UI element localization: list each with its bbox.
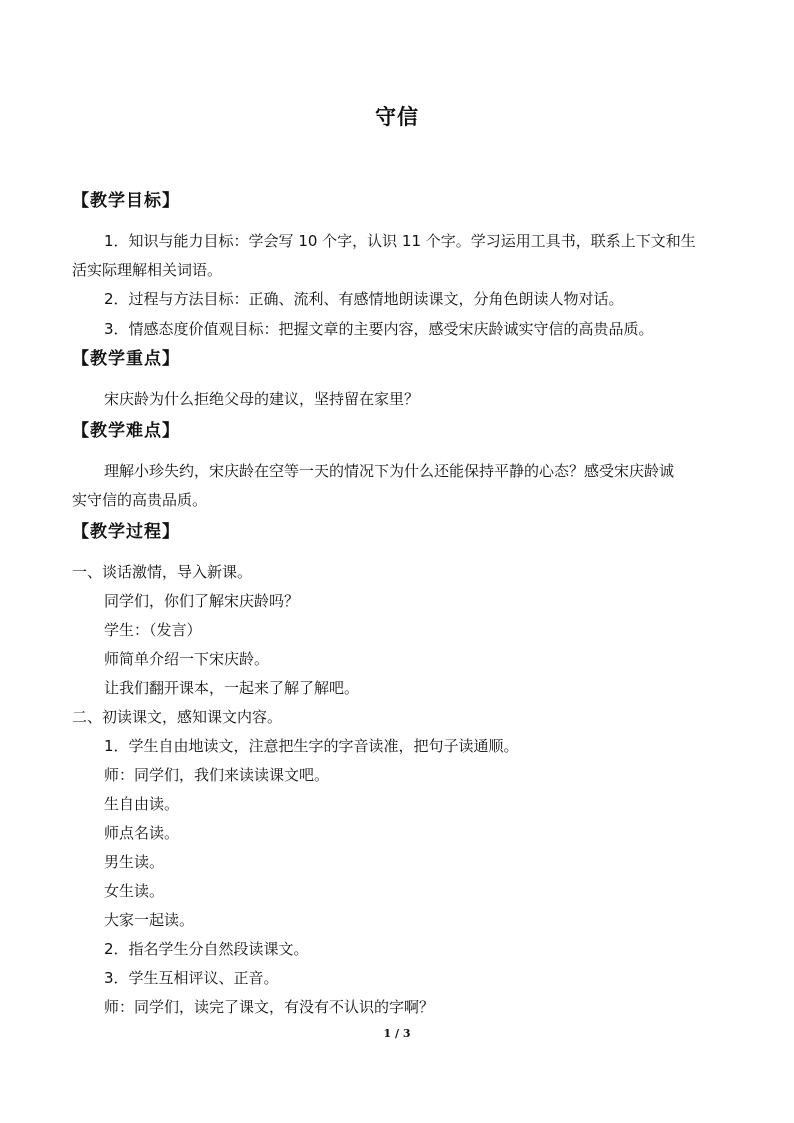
- section-1-line: 同学们，你们了解宋庆龄吗？: [104, 592, 300, 610]
- objective-2: 2．过程与方法目标：正确、流利、有感情地朗读课文，分角色朗读人物对话。: [104, 290, 624, 308]
- difficulty-line-2: 实守信的高贵品质。: [72, 491, 208, 509]
- heading-key-points: 【教学重点】: [72, 349, 180, 369]
- section-1-line: 学生：（发言）: [104, 621, 202, 639]
- document-title: 守信: [375, 105, 419, 129]
- section-2-title: 二、初读课文，感知课文内容。: [72, 708, 283, 726]
- objective-3: 3．情感态度价值观目标：把握文章的主要内容，感受宋庆龄诚实守信的高贵品质。: [104, 320, 654, 338]
- heading-objectives: 【教学目标】: [72, 191, 180, 211]
- section-2-line: 3．学生互相评议、正音。: [104, 969, 279, 987]
- section-2-line: 生自由读。: [104, 795, 180, 813]
- difficulty-line-1: 理解小珍失约，宋庆龄在空等一天的情况下为什么还能保持平静的心态？感受宋庆龄诚: [104, 462, 675, 480]
- objective-1-line-1: 1．知识与能力目标：学会写 10 个字，认识 11 个字。学习运用工具书，联系上下文和生: [104, 232, 696, 250]
- heading-difficulties: 【教学难点】: [72, 421, 180, 441]
- section-2-line: 2．指名学生分自然段读课文。: [104, 940, 309, 958]
- section-2-line: 师点名读。: [104, 824, 180, 842]
- section-2-line: 男生读。: [104, 853, 165, 871]
- section-2-line: 师：同学们，读完了课文，有没有不认识的字啊？: [104, 998, 435, 1016]
- section-1-line: 让我们翻开课本，一起来了解了解吧。: [104, 679, 360, 697]
- page-number: 1 / 3: [383, 1027, 411, 1040]
- key-point-text: 宋庆龄为什么拒绝父母的建议，坚持留在家里？: [104, 390, 420, 408]
- heading-process: 【教学过程】: [72, 522, 180, 542]
- section-2-line: 1．学生自由地读文，注意把生字的字音读准，把句子读通顺。: [104, 737, 519, 755]
- section-2-line: 大家一起读。: [104, 911, 195, 929]
- objective-1-line-2: 活实际理解相关词语。: [72, 261, 223, 279]
- section-2-line: 女生读。: [104, 882, 165, 900]
- section-2-line: 师：同学们，我们来读读课文吧。: [104, 766, 330, 784]
- section-1-line: 师简单介绍一下宋庆龄。: [104, 650, 270, 668]
- section-1-title: 一、谈话激情，导入新课。: [72, 563, 253, 581]
